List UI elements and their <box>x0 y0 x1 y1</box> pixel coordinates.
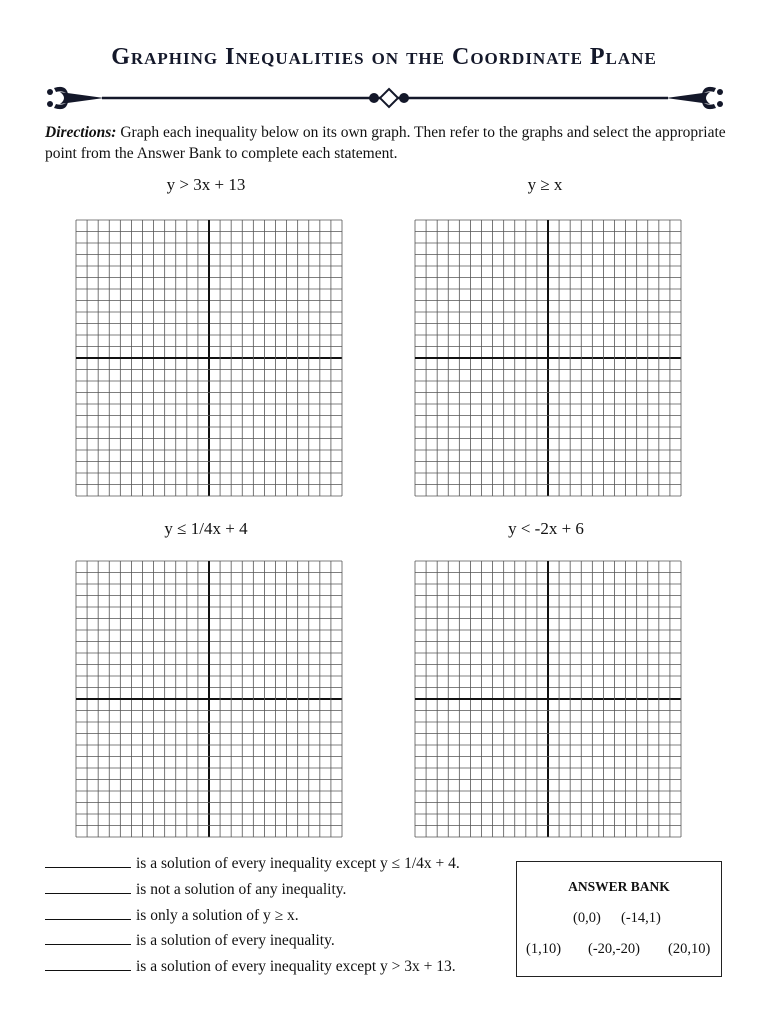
answer-blank-4[interactable] <box>45 930 131 945</box>
answer-option: (-20,-20) <box>588 941 640 957</box>
statement-3 <box>45 905 515 931</box>
statement-2 <box>45 879 515 905</box>
graph-4-inequality: y < -2x + 6 <box>508 519 584 538</box>
answer-bank-title: ANSWER BANK <box>568 879 670 894</box>
answer-blank-3[interactable] <box>45 905 131 920</box>
graph-1-inequality: y > 3x + 13 <box>166 175 246 194</box>
answer-bank <box>516 861 722 977</box>
answer-option: (20,10) <box>668 941 711 957</box>
answer-option: (0,0) <box>573 910 601 926</box>
statement-text-1: is a solution of every inequality except y ≤ 1/4x + 4. <box>136 855 460 872</box>
statement-1 <box>45 853 515 879</box>
answer-blank-1[interactable] <box>45 853 131 868</box>
coordinate-grid-3[interactable] <box>75 560 343 838</box>
graph-3-inequality: y ≤ 1/4x + 4 <box>164 519 248 538</box>
worksheet-title: Graphing Inequalities on the Coordinate Plane <box>111 44 657 70</box>
coordinate-grid-4[interactable] <box>414 560 682 838</box>
coordinate-grid-2[interactable] <box>414 219 682 497</box>
statement-text-4: is a solution of every inequality. <box>136 932 335 950</box>
answer-blank-5[interactable] <box>45 956 131 971</box>
coordinate-grid-1[interactable] <box>75 219 343 497</box>
directions-text: Graph each inequality below on its own graph. Then refer to the graphs and select the appropriate point from the Answer Bank to complete each statement. <box>45 124 726 162</box>
directions-label: Directions: <box>45 124 117 141</box>
statement-4 <box>45 930 515 956</box>
statement-text-5: is a solution of every inequality except y > 3x + 13. <box>136 958 456 976</box>
answer-option: (-14,1) <box>621 910 661 926</box>
statement-5 <box>45 956 515 982</box>
answer-option: (1,10) <box>526 941 562 957</box>
decorative-divider <box>44 80 726 116</box>
statements-list <box>45 853 515 982</box>
statement-text-3: is only a solution of y ≥ x. <box>136 906 299 924</box>
directions <box>45 122 735 164</box>
answer-blank-2[interactable] <box>45 879 131 894</box>
statement-text-2: is not a solution of any inequality. <box>136 880 347 898</box>
graph-2-inequality: y ≥ x <box>527 175 563 194</box>
